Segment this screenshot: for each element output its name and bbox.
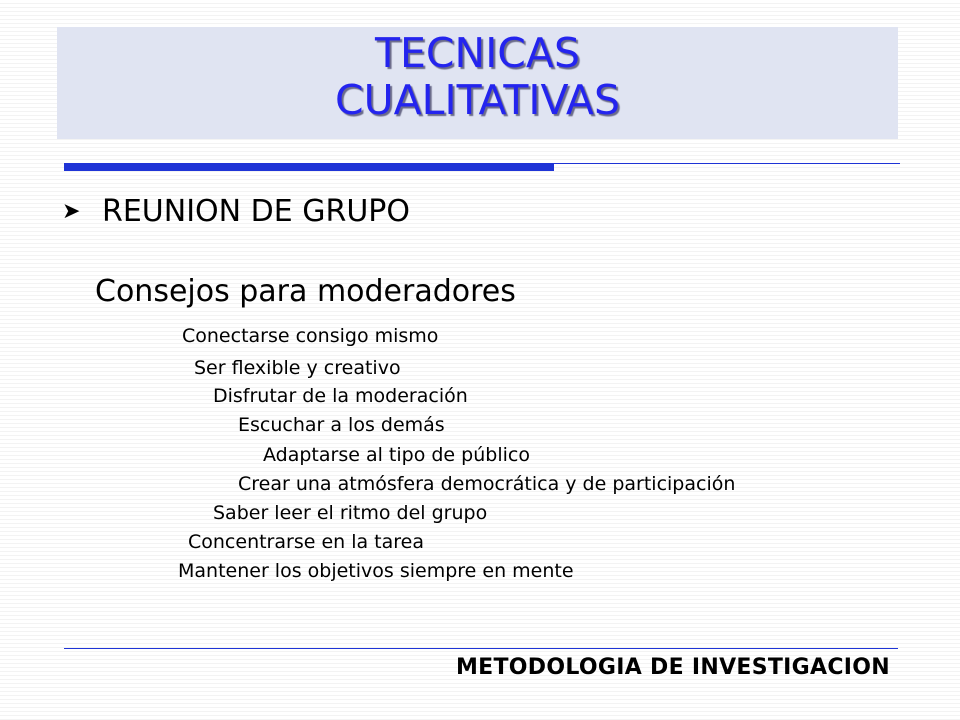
subheading: Consejos para moderadores xyxy=(95,274,516,309)
tip-item: Escuchar a los demás xyxy=(238,414,445,436)
bullet-label: REUNION DE GRUPO xyxy=(102,194,410,229)
arrowhead-bullet-icon: ➤ xyxy=(62,199,81,224)
footer-text: METODOLOGIA DE INVESTIGACION xyxy=(455,655,890,680)
bullet-reunion-de-grupo xyxy=(62,196,410,228)
slide-title xyxy=(57,30,898,124)
tip-item: Adaptarse al tipo de público xyxy=(263,444,530,466)
tip-item: Mantener los objetivos siempre en mente xyxy=(178,560,574,582)
title-rule-thin xyxy=(554,163,900,164)
slide-title-line-1: TECNICAS xyxy=(374,29,581,77)
tip-item: Concentrarse en la tarea xyxy=(188,531,425,553)
tip-item: Disfrutar de la moderación xyxy=(213,385,468,407)
title-rule-thick xyxy=(64,163,554,171)
tip-item: Crear una atmósfera democrática y de participación xyxy=(238,473,736,495)
footer-rule xyxy=(64,648,898,649)
tip-item: Saber leer el ritmo del grupo xyxy=(213,502,488,524)
tip-item: Conectarse consigo mismo xyxy=(182,325,439,347)
slide-title-line-2: CUALITATIVAS xyxy=(335,76,620,124)
tip-item: Ser flexible y creativo xyxy=(194,357,401,379)
